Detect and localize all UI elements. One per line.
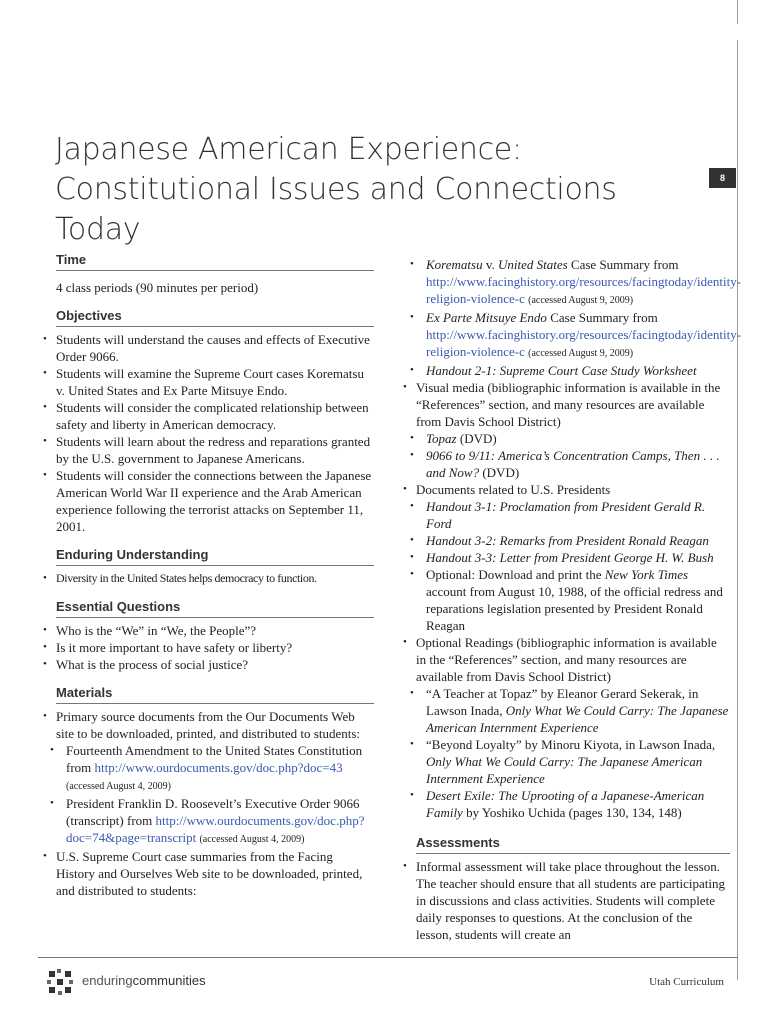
- materials-list: [38, 708, 374, 899]
- right-column: [398, 252, 742, 955]
- assessments-section: [398, 835, 730, 943]
- time-section: [38, 252, 374, 296]
- list-item: • Ex Parte Mitsuye Endo Case Summary from http://www.facinghistory.org/resources/facingtoday/identity-religion-violence-c (accessed August 9, 2009): [398, 309, 730, 362]
- list-item: • “A Teacher at Topaz” by Eleanor Gerard Sekerak, in Lawson Inada, Only What We Could Carry: The Japanese American Internment Experience: [398, 685, 730, 736]
- list-item: • Optional Readings (bibliographic information is available in the “References” section, and many resources are available from Davis School District): [398, 634, 730, 685]
- list-item: • “Beyond Loyalty” by Minoru Kiyota, in Lawson Inada, Only What We Could Carry: The Japanese American Internment Experience: [398, 736, 730, 787]
- objectives-section: [38, 308, 374, 535]
- list-item: • Students will learn about the redress and reparations granted by the U.S. government to Japanese Americans.: [38, 433, 374, 467]
- materials-continued-list: [398, 256, 742, 821]
- list-item: • Students will consider the connections between the Japanese American World War II experience and the Arab American experience following the terrorist attacks on September 11, 2001.: [38, 467, 374, 535]
- list-item: • Informal assessment will take place throughout the lesson. The teacher should ensure that all students are participating in discussions and class activities. Students will complete daily responses to questions. At the conclusion of the lesson, students will create an: [398, 858, 730, 943]
- objectives-heading: Objectives: [56, 308, 374, 327]
- list-item: • Korematsu v. United States Case Summary from http://www.facinghistory.org/resources/facingtoday/identity-religion-violence-c (accessed August 9, 2009): [398, 256, 730, 309]
- list-item: • Students will understand the causes and effects of Executive Order 9066.: [38, 331, 374, 365]
- time-heading: Time: [56, 252, 374, 271]
- list-item: • What is the process of social justice?: [38, 656, 374, 673]
- right-margin-rule: [737, 40, 738, 980]
- questions-section: [38, 599, 374, 673]
- list-item: • Who is the “We” in “We, the People”?: [38, 622, 374, 639]
- list-item: • Students will examine the Supreme Court cases Korematsu v. United States and Ex Parte Mitsuye Endo.: [38, 365, 374, 399]
- footer-rule: [38, 957, 738, 958]
- executive-order-link[interactable]: http://www.ourdocuments.gov/doc.php?doc=74&page=transcript: [66, 813, 365, 845]
- list-item: • Is it more important to have safety or liberty?: [38, 639, 374, 656]
- list-item: • Primary source documents from the Our Documents Web site to be downloaded, printed, and distributed to students:: [38, 708, 374, 742]
- list-item: • Students will consider the complicated relationship between safety and liberty in American democracy.: [38, 399, 374, 433]
- list-item: • Handout 3-2: Remarks from President Ronald Reagan: [398, 532, 730, 549]
- list-item: • Diversity in the United States helps democracy to function.: [38, 570, 374, 587]
- page-title: [55, 130, 695, 250]
- enduring-list: [38, 570, 374, 587]
- korematsu-link[interactable]: http://www.facinghistory.org/resources/facingtoday/identity-religion-violence-c: [426, 274, 742, 306]
- left-column: [38, 252, 374, 911]
- list-item: • U.S. Supreme Court case summaries from the Facing History and Ourselves Web site to be downloaded, printed, and distributed to students:: [38, 848, 374, 899]
- enduring-section: [38, 547, 374, 587]
- title-line-1: Japanese American Experience:: [55, 132, 522, 167]
- brand-wordmark: enduringcommunities: [82, 973, 206, 988]
- list-item: • President Franklin D. Roosevelt’s Executive Order 9066 (transcript) from http://www.ourdocuments.gov/doc.php?doc=74&page=transcript (accessed August 4, 2009): [38, 795, 374, 848]
- assessments-list: [398, 858, 730, 943]
- fourteenth-amendment-link[interactable]: http://www.ourdocuments.gov/doc.php?doc=43: [94, 760, 343, 775]
- materials-heading: Materials: [56, 685, 374, 704]
- list-item: • Optional: Download and print the New York Times account from August 10, 1988, of the official redress and reparations legislation presented by President Ronald Reagan: [398, 566, 730, 634]
- list-item: • Visual media (bibliographic information is available in the “References” section, and many resources are available from Davis School District): [398, 379, 730, 430]
- questions-list: [38, 622, 374, 673]
- objectives-list: [38, 331, 374, 535]
- list-item: • Handout 3-3: Letter from President George H. W. Bush: [398, 549, 730, 566]
- list-item: • Handout 2-1: Supreme Court Case Study Worksheet: [398, 362, 730, 379]
- assessments-heading: Assessments: [416, 835, 730, 854]
- questions-heading: Essential Questions: [56, 599, 374, 618]
- list-item: • Topaz (DVD): [398, 430, 730, 447]
- page-number-badge: 8: [709, 168, 736, 188]
- curriculum-label: Utah Curriculum: [649, 976, 724, 988]
- materials-section: [38, 685, 374, 899]
- list-item: • Handout 3-1: Proclamation from President Gerald R. Ford: [398, 498, 730, 532]
- endo-link[interactable]: http://www.facinghistory.org/resources/facingtoday/identity-religion-violence-c: [426, 327, 742, 359]
- enduring-communities-logo-icon: [46, 968, 74, 996]
- corner-rule: [737, 0, 738, 24]
- time-text: 4 class periods (90 minutes per period): [56, 280, 259, 295]
- list-item: • Fourteenth Amendment to the United States Constitution from http://www.ourdocuments.gov/doc.php?doc=43 (accessed August 4, 2009): [38, 742, 374, 795]
- list-item: • Desert Exile: The Uprooting of a Japanese-American Family by Yoshiko Uchida (pages 130, 134, 148): [398, 787, 730, 821]
- list-item: • 9066 to 9/11: America’s Concentration Camps, Then . . . and Now? (DVD): [398, 447, 730, 481]
- list-item: • Documents related to U.S. Presidents: [398, 481, 730, 498]
- enduring-heading: Enduring Understanding: [56, 547, 374, 566]
- title-line-2: Constitutional Issues and Connections Today: [55, 172, 617, 247]
